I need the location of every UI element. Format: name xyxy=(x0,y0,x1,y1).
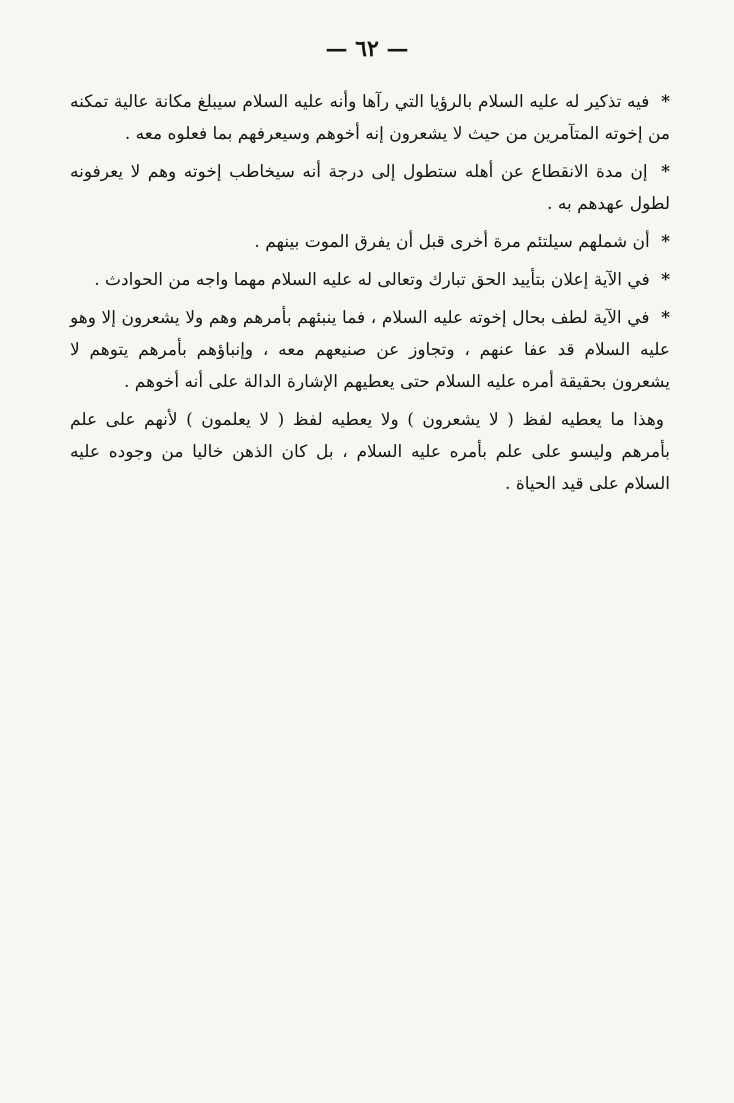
bullet-marker: * xyxy=(661,308,670,328)
paragraph-text: في الآية إعلان بتأييد الحق تبارك وتعالى له عليه السلام مهما واجه من الحوادث . xyxy=(94,270,650,290)
bullet-marker: * xyxy=(661,92,671,112)
paragraph-text: أن شملهم سيلتئم مرة أخرى قبل أن يفرق الموت بينهم . xyxy=(254,232,650,252)
bullet-marker: * xyxy=(661,270,670,290)
paragraph-5 xyxy=(70,302,670,398)
page-number: — ٦٢ — xyxy=(325,36,409,62)
paragraph-text: فيه تذكير له عليه السلام بالرؤيا التي رآها وأنه عليه السلام سيبلغ مكانة عالية تمكنه من إخوته المتآمرين من حيث لا يشعرون إنه أخوهم وسيعرفهم بما فعلوه معه . xyxy=(70,92,670,144)
paragraph-4 xyxy=(70,264,670,296)
paragraph-1 xyxy=(70,86,670,150)
blank-page-area xyxy=(0,640,734,1103)
paragraph-6 xyxy=(70,404,670,500)
paragraph-text: إن مدة الانقطاع عن أهله ستطول إلى درجة أنه سيخاطب إخوته وهم لا يعرفونه لطول عهدهم به . xyxy=(70,162,670,214)
body-text xyxy=(70,86,670,506)
bullet-marker: * xyxy=(661,162,670,182)
bullet-marker: * xyxy=(661,232,670,252)
paragraph-text: في الآية لطف بحال إخوته عليه السلام ، فما ينبئهم بأمرهم وهم ولا يشعرون إلا وهو عليه السلام قد عفا عنهم ، وتجاوز عن صنيعهم معه ، وإنباؤهم بأمرهم يتوهم لا يشعرون بحقيقة أمره عليه السلام حتى يعطيهم الإشارة الدالة على أنه أخوهم . xyxy=(70,308,670,392)
paragraph-text: وهذا ما يعطيه لفظ ( لا يشعرون ) ولا يعطيه لفظ ( لا يعلمون ) لأنهم على علم بأمرهم وليسو على علم بأمره عليه السلام ، بل كان الذهن خاليا من وجوده عليه السلام على قيد الحياة . xyxy=(70,410,670,494)
paragraph-2 xyxy=(70,156,670,220)
paragraph-3 xyxy=(70,226,670,258)
